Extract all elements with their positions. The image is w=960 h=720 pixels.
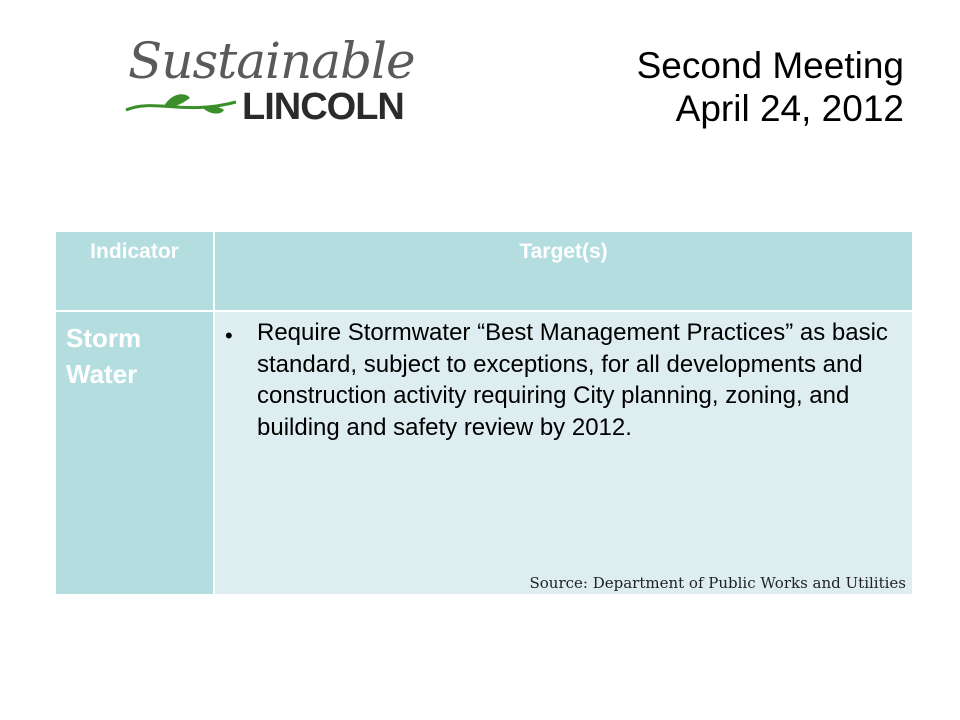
title-line-meeting: Second Meeting — [636, 45, 904, 86]
target-description: Require Stormwater “Best Management Practices” as basic standard, subject to exceptions, for all developments and construction activity requiring City planning, zoning, and building and safety review by 2012. — [257, 319, 888, 441]
logo-text-sustainable: Sustainable — [128, 32, 415, 90]
indicator-table — [56, 232, 912, 594]
source-note: Source: Department of Public Works and Utilities — [529, 574, 906, 592]
header-cell-indicator — [56, 232, 213, 310]
sustainable-lincoln-logo — [124, 32, 424, 132]
header-label-targets: Target(s) — [519, 240, 608, 263]
title-line-date: April 24, 2012 — [675, 88, 904, 129]
logo-text-lincoln: LINCOLN — [242, 86, 404, 128]
slide-title — [637, 44, 904, 130]
table-row-indicator-cell — [56, 312, 213, 594]
header-cell-targets — [215, 232, 912, 310]
indicator-name: Storm Water — [66, 323, 142, 389]
leaf-vine-icon — [124, 88, 254, 118]
bullet-icon: • — [225, 323, 233, 348]
table-row-target-cell — [215, 312, 912, 594]
header-label-indicator: Indicator — [90, 240, 179, 263]
